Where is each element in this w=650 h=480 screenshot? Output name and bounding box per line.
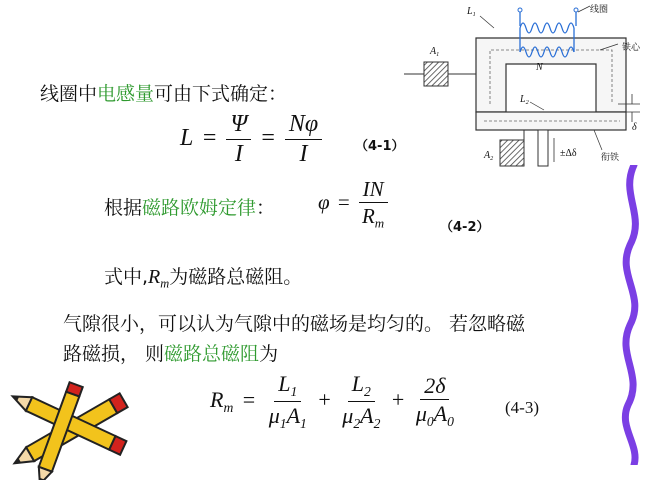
eq3-t3-a: A [433, 401, 448, 427]
label-coil: 线圈 [590, 5, 609, 15]
ohm-suffix: ： [256, 197, 276, 219]
pencils-clipart-icon [0, 372, 150, 480]
label-armature: 衔铁 [601, 153, 620, 163]
label-delta: δ [632, 122, 637, 133]
eq1-f2-den: I [299, 141, 308, 168]
rm-prefix: 式中, [104, 266, 149, 288]
label-n: N [536, 62, 543, 73]
equation-4-2 [318, 178, 388, 230]
label-l2-sub: 2 [525, 99, 529, 107]
armature-leader [594, 130, 602, 150]
rm-symbol [148, 266, 170, 291]
eq3-t1-num-sub: 1 [290, 383, 298, 399]
label-a2 [484, 150, 493, 162]
a1-cross-section [424, 62, 448, 86]
intro-prefix: 线圈中 [40, 83, 98, 105]
rm-sub: m [160, 276, 170, 291]
eq2-equals: = [337, 189, 350, 214]
eq3-lhs-main: R [210, 386, 224, 412]
eq1-number: （4-1） [355, 139, 405, 154]
eq1-lhs: L [180, 125, 193, 152]
eq2-number: （4-2） [440, 220, 490, 235]
eq3-t2-mu-sub: 2 [353, 415, 361, 431]
label-l1-main: L [467, 6, 473, 17]
eq2-den [358, 203, 388, 230]
eq3-t2-a-sub: 2 [373, 415, 381, 431]
eq3-t2-num [348, 372, 375, 402]
eq3-t1-num-main: L [278, 371, 291, 396]
eq3-term-3 [412, 374, 458, 429]
eq2-lhs: φ [318, 189, 330, 214]
coil-terminal-left [518, 8, 522, 12]
para2-suffix: 为 [259, 343, 279, 365]
label-core: 铁心 [622, 43, 641, 53]
eq3-plus-2: + [391, 386, 405, 412]
eq3-term-1 [265, 372, 311, 431]
eq3-t2-a: A [360, 403, 374, 429]
eq1-equals: = [202, 125, 217, 152]
coil-terminal-right [574, 8, 578, 12]
label-l2 [520, 94, 529, 106]
eq2-den-sub: m [374, 215, 385, 231]
paragraph-line-1: 气隙很小，可以认为气隙中的磁场是均匀的。 若忽略磁 [63, 313, 526, 335]
eq3-t3-den [412, 400, 458, 429]
eq2-num: IN [359, 178, 388, 203]
eq1-f1-den: I [234, 141, 243, 168]
rm-definition-line [104, 262, 302, 291]
eq1-fraction-1 [226, 112, 251, 167]
eq3-t2-num-main: L [351, 371, 365, 396]
eq3-t1-mu-sub: 1 [279, 415, 287, 431]
eq3-lhs-sub: m [223, 399, 234, 415]
eq3-term-2 [338, 372, 384, 431]
rm-suffix: 为磁路总磁阻。 [169, 266, 303, 288]
eq3-number: (4-3) [505, 398, 539, 417]
ohm-prefix: 根据 [104, 197, 143, 219]
paragraph-line-2 [63, 339, 278, 366]
ohm-law-term: 磁路欧姆定律 [142, 197, 257, 219]
eq3-plus-1: + [318, 386, 331, 412]
eq3-t1-a-sub: 1 [300, 415, 307, 431]
para2-prefix: 路磁损， 则 [63, 343, 165, 365]
inductance-term: 电感量 [97, 83, 155, 105]
eq2-den-main: R [361, 204, 375, 229]
eq3-equals: = [242, 386, 256, 412]
label-l2-main: L [520, 94, 526, 105]
equation-4-3 [210, 372, 458, 431]
eq3-t1-den [265, 402, 311, 431]
a2-cross-section [500, 140, 524, 166]
eq3-t3-num-text: 2δ [424, 373, 446, 398]
eq3-t3-mu: μ [415, 401, 427, 427]
eq2-fraction [358, 178, 388, 230]
eq3-t3-num [420, 374, 449, 400]
eq3-t1-mu: μ [268, 403, 280, 429]
eq3-t1-num [274, 372, 301, 402]
eq3-t3-mu-sub: 0 [426, 413, 434, 429]
eq3-t2-num-sub: 2 [364, 383, 371, 399]
ohm-law-line [104, 193, 275, 220]
eq3-t1-a: A [286, 403, 301, 429]
armature-stem [538, 130, 548, 166]
equation-4-1 [180, 112, 322, 167]
label-a2-sub: 2 [490, 155, 494, 163]
eq1-f1-num: Ψ [226, 112, 251, 140]
l1-leader [480, 16, 494, 28]
label-delta-var: ±Δδ [560, 148, 577, 159]
label-a2-main: A [484, 150, 491, 161]
label-l1 [467, 6, 476, 18]
rm-main: R [148, 266, 161, 288]
coil-leader [578, 6, 590, 12]
eq1-f2-num: Nφ [285, 112, 322, 140]
label-a1-sub: 1 [436, 51, 440, 59]
l2-leader [530, 102, 544, 110]
decorative-wave-icon [612, 165, 650, 465]
label-a1 [430, 46, 439, 58]
eq3-t3-a-sub: 0 [447, 413, 454, 429]
eq1-equals-2: = [261, 125, 275, 152]
eq3-lhs [210, 386, 234, 415]
intro-suffix: 可由下式确定： [154, 83, 288, 105]
eq3-t2-den [338, 402, 384, 431]
total-reluctance-term: 磁路总磁阻 [164, 343, 260, 365]
eq1-fraction-2 [285, 112, 322, 167]
eq3-t2-mu: μ [342, 403, 354, 429]
label-l1-sub: 1 [472, 11, 476, 19]
label-a1-main: A [430, 46, 437, 57]
intro-line [40, 79, 287, 106]
